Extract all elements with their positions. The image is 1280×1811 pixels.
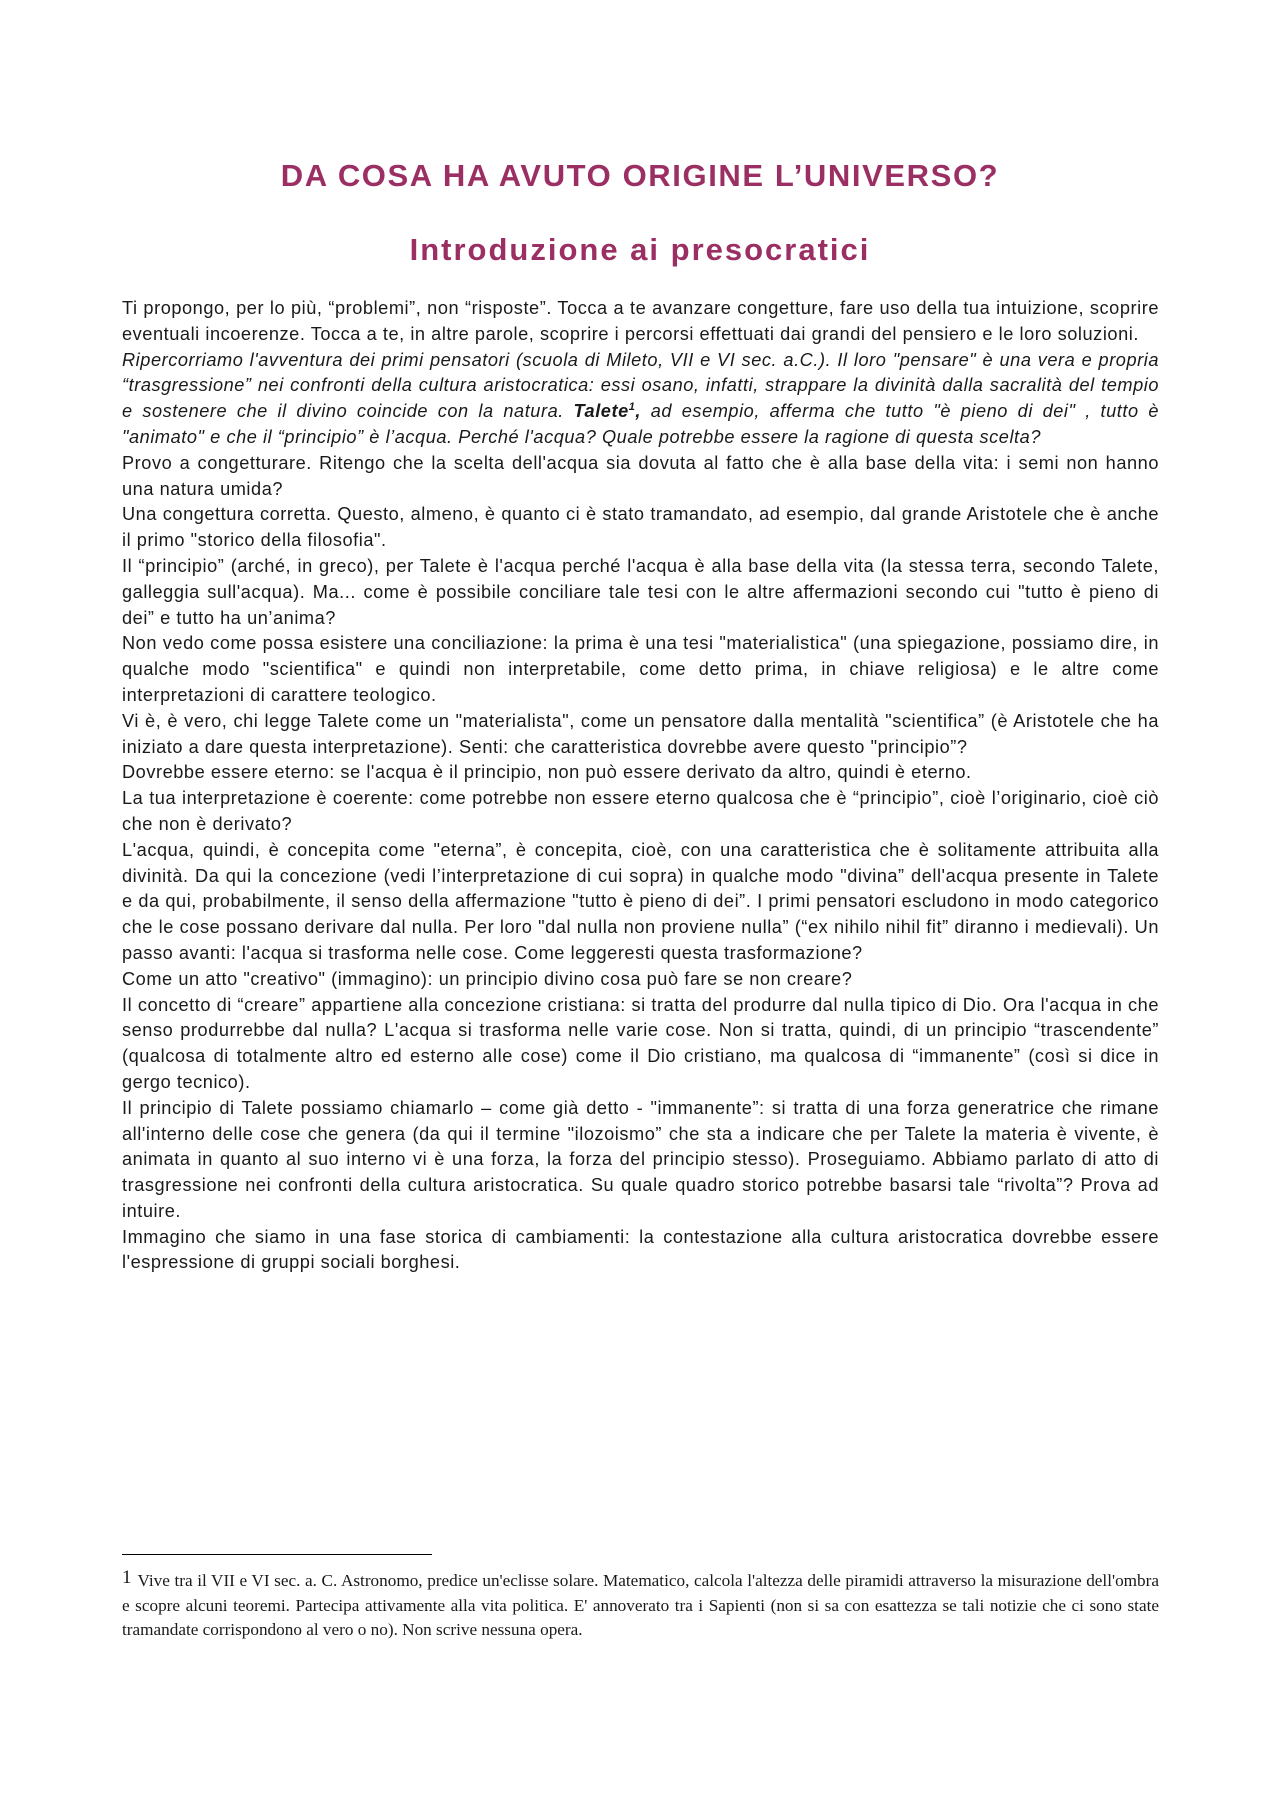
footnote-number: 1 — [122, 1567, 132, 1588]
paragraph: Non vedo come possa esistere una conciliazione: la prima è una tesi "materialistica" (una spiegazione, possiamo dire, in qualche modo "scientifica" e quindi non interpretabile, come detto prima, in chiave religiosa) e le altre come interpretazioni di carattere teologico. — [122, 633, 1159, 705]
paragraph: Vi è, è vero, chi legge Talete come un "materialista", come un pensatore dalla mentalità "scientifica” (è Aristotele che ha iniziato a dare questa interpretazione). Senti: che caratteristica dovrebbe avere questo "principio”? — [122, 710, 1159, 757]
paragraph: Provo a congetturare. Ritengo che la scelta dell'acqua sia dovuta al fatto che è alla base della vita: i semi non hanno una natura umida? — [122, 452, 1159, 499]
paragraph: Come un atto "creativo" (immagino): un principio divino cosa può fare se non creare? — [122, 968, 853, 989]
italic-text: Ripercorriamo l'avventura dei primi pensatori (scuola di Mileto, VII e VI sec. a.C.). Il loro "pensare" è una vera e propria “trasgressione” nei confronti della cultura aristocratica: essi osano, infatti, strappare la divinità dalla sacralità del tempio e sostenere che il divino coincide con la natura. — [122, 349, 1159, 422]
emphasized-name: Talete — [573, 401, 629, 422]
page-subtitle: Introduzione ai presocratici — [409, 232, 871, 267]
paragraph: Una congettura corretta. Questo, almeno, è quanto ci è stato tramandato, ad esempio, dal grande Aristotele che è anche il primo "storico della filosofia". — [122, 504, 1159, 551]
footnote-text: Vive tra il VII e VI sec. a. C. Astronomo, predice un'eclisse solare. Matematico, calcola l'altezza delle piramidi attraverso la misurazione dell'ombra e scopre alcuni teoremi. Partecipa attivamente alla vita politica. E' annoverato tra i Sapienti (non si sa con esattezza se tali notizie che ci sono state tramandate corrispondono al vero o no). Non scrive nessuna opera. — [122, 1571, 1159, 1639]
paragraph: Il concetto di “creare” appartiene alla concezione cristiana: si tratta del produrre dal nulla tipico di Dio. Ora l'acqua in che senso produrrebbe dal nulla? L'acqua si trasforma nelle varie cose. Non si tratta, quindi, di un principio “trascendente” (qualcosa di totalmente altro ed esterno alle cose) come il Dio cristiano, ma qualcosa di “immanente” (così si dice in gergo tecnico). — [122, 994, 1159, 1092]
emphasized-comma: , — [635, 401, 642, 422]
paragraph: Il principio di Talete possiamo chiamarlo – come già detto - "immanente”: si tratta di una forza generatrice che rimane all'interno delle cose che genera (da qui il termine "ilozoismo” che sta a indicare che per Talete la materia è vivente, è animata in quanto al suo interno vi è una forza, la forza del principio stesso). Proseguiamo. Abbiamo parlato di atto di trasgressione nei confronti della cultura aristocratica. Su quale quadro storico potrebbe basarsi tale “rivolta”? Prova ad intuire. — [122, 1097, 1159, 1221]
footnote-divider — [122, 1554, 432, 1555]
footnote-ref[interactable]: 1 — [628, 401, 636, 414]
paragraph: La tua interpretazione è coerente: come potrebbe non essere eterno qualcosa che è “principio”, cioè l’originario, cioè ciò che non è derivato? — [122, 788, 1159, 834]
paragraph: Il “principio” (arché, in greco), per Talete è l'acqua perché l'acqua è alla base della vita (la stessa terra, secondo Talete, galleggia sull'acqua). Ma... come è possibile conciliare tale tesi con le altre affermazioni secondo cui "tutto è pieno di dei” e tutto ha un’anima? — [122, 555, 1159, 628]
italic-text: ad esempio, afferma che tutto "è pieno di dei" , tutto è "animato" e che il “principio” è l’acqua. Perché l'acqua? Quale potrebbe essere la ragione di questa scelta? — [122, 401, 1160, 447]
page-title: DA COSA HA AVUTO ORIGINE L’UNIVERSO? — [280, 158, 1000, 193]
paragraph: L'acqua, quindi, è concepita come "eterna”, è concepita, cioè, con una caratteristica che è solitamente attribuita alla divinità. Da qui la concezione (vedi l’interpretazione di cui sopra) in qualche modo "divina” dell'acqua presente in Talete e da qui, probabilmente, il senso della affermazione "tutto è pieno di dei”. I primi pensatori escludono in modo categorico che le cose possano derivare dal nulla. Per loro "dal nulla non proviene nulla” (“ex nihilo nihil fit” diranno i medievali). Un passo avanti: l'acqua si trasforma nelle cose. Come leggeresti questa trasformazione? — [122, 839, 1159, 963]
body-text — [122, 296, 1159, 1276]
paragraph: Ti propongo, per lo più, “problemi”, non “risposte”. Tocca a te avanzare congetture, fare uso della tua intuizione, scoprire eventuali incoerenze. Tocca a te, in altre parole, scoprire i percorsi effettuati dai grandi del pensiero e le loro soluzioni. — [122, 298, 1159, 344]
paragraph: Dovrebbe essere eterno: se l'acqua è il principio, non può essere derivato da altro, quindi è eterno. — [122, 762, 972, 783]
paragraph-italic — [122, 348, 1159, 451]
paragraph: Immagino che siamo in una fase storica di cambiamenti: la contestazione alla cultura aristocratica dovrebbe essere l'espressione di gruppi sociali borghesi. — [122, 1226, 1159, 1273]
footnote — [122, 1566, 1159, 1643]
